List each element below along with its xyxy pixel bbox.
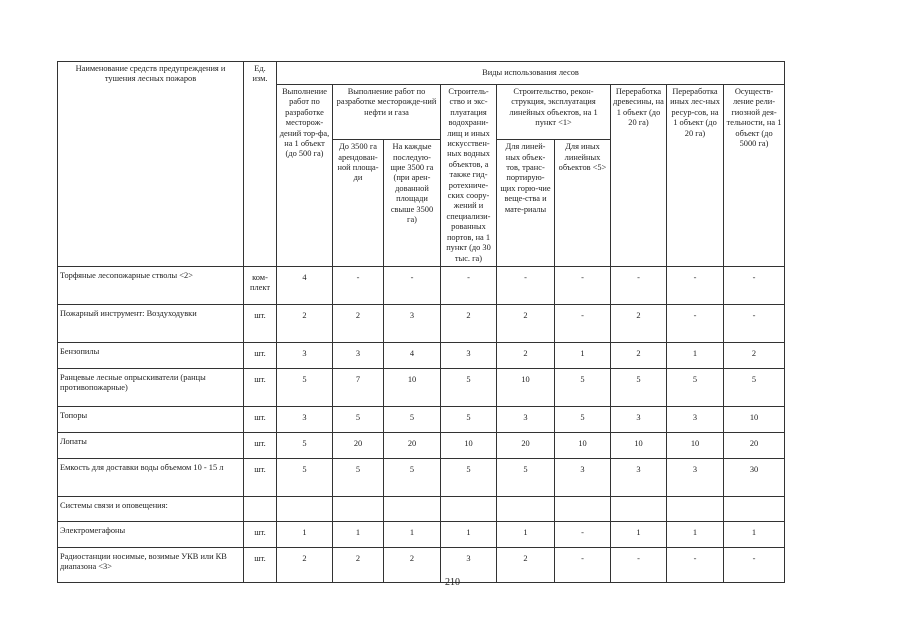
cell: 1 [611, 521, 667, 547]
cell: 10 [384, 368, 441, 406]
cell: 5 [441, 458, 497, 496]
cell: 1 [333, 521, 384, 547]
cell: 5 [333, 458, 384, 496]
header-name-column: Наименование средств предупреждения и тушения лесных пожаров [58, 62, 244, 267]
cell: - [555, 521, 611, 547]
cell: 20 [724, 432, 785, 458]
cell: 5 [333, 406, 384, 432]
cell: 2 [611, 342, 667, 368]
cell: 20 [497, 432, 555, 458]
cell [724, 496, 785, 521]
cell: 3 [497, 406, 555, 432]
table-row [58, 406, 785, 432]
cell: 10 [724, 406, 785, 432]
cell: 3 [333, 342, 384, 368]
cell: 2 [724, 342, 785, 368]
fire-equipment-table [57, 61, 785, 583]
cell: 5 [667, 368, 724, 406]
cell [497, 496, 555, 521]
cell: 5 [384, 406, 441, 432]
header-wood-processing: Переработка древесины, на 1 объект (до 20 га) [611, 85, 667, 267]
cell: - [555, 304, 611, 342]
header-unit-column: Ед. изм. [244, 62, 277, 267]
cell: 4 [384, 342, 441, 368]
cell: 3 [384, 304, 441, 342]
cell: 1 [384, 521, 441, 547]
cell [611, 496, 667, 521]
row-unit: шт. [244, 458, 277, 496]
row-unit: шт. [244, 406, 277, 432]
cell: - [667, 266, 724, 304]
cell: 2 [333, 547, 384, 582]
cell: 3 [667, 458, 724, 496]
cell: 4 [277, 266, 333, 304]
cell: 10 [555, 432, 611, 458]
cell: - [724, 304, 785, 342]
header-oil-gas-group: Выполнение работ по разработке месторожде-ний нефти и газа [333, 85, 441, 140]
cell: - [555, 547, 611, 582]
cell: 5 [497, 458, 555, 496]
cell: 2 [277, 304, 333, 342]
row-unit: шт. [244, 368, 277, 406]
row-unit: ком-плект [244, 266, 277, 304]
cell [441, 496, 497, 521]
row-name: Системы связи и оповещения: [58, 496, 244, 521]
row-unit: шт. [244, 304, 277, 342]
table-row [58, 342, 785, 368]
cell: 2 [497, 304, 555, 342]
cell: 5 [555, 368, 611, 406]
cell: 10 [611, 432, 667, 458]
cell: 3 [611, 406, 667, 432]
cell: 3 [441, 547, 497, 582]
header-row-1 [58, 62, 785, 85]
cell: 3 [667, 406, 724, 432]
row-unit: шт. [244, 342, 277, 368]
cell: 1 [667, 521, 724, 547]
cell: - [611, 266, 667, 304]
cell: 7 [333, 368, 384, 406]
cell: 20 [384, 432, 441, 458]
header-peat: Выполнение работ по разработке месторож-дений тор-фа, на 1 объект (до 500 га) [277, 85, 333, 267]
table-row [58, 304, 785, 342]
row-unit: шт. [244, 547, 277, 582]
cell: - [384, 266, 441, 304]
cell: 1 [667, 342, 724, 368]
cell: - [441, 266, 497, 304]
header-oil-gas-up-to-3500: До 3500 га арендован-ной площа-ди [333, 140, 384, 267]
page-number: 210 [445, 577, 460, 588]
table-row [58, 266, 785, 304]
cell: 20 [333, 432, 384, 458]
cell: 10 [497, 368, 555, 406]
cell: 3 [611, 458, 667, 496]
row-name: Ранцевые лесные опрыскиватели (ранцы противопожарные) [58, 368, 244, 406]
cell: 30 [724, 458, 785, 496]
row-name: Радиостанции носимые, возимые УКВ или КВ диапазона <3> [58, 547, 244, 582]
header-linear-other: Для иных линейных объектов <5> [555, 140, 611, 267]
cell: 1 [724, 521, 785, 547]
cell: 2 [497, 342, 555, 368]
cell: 1 [497, 521, 555, 547]
cell: - [611, 547, 667, 582]
cell: 5 [441, 368, 497, 406]
cell [333, 496, 384, 521]
cell: 10 [441, 432, 497, 458]
cell [667, 496, 724, 521]
table-row [58, 432, 785, 458]
row-name: Торфяные лесопожарные стволы <2> [58, 266, 244, 304]
cell: 3 [277, 342, 333, 368]
cell: 10 [667, 432, 724, 458]
row-name: Емкость для доставки воды объемом 10 - 15 л [58, 458, 244, 496]
cell: 3 [555, 458, 611, 496]
header-usage-group: Виды использования лесов [277, 62, 785, 85]
cell: - [724, 266, 785, 304]
cell: 1 [555, 342, 611, 368]
row-unit [244, 496, 277, 521]
cell: 5 [441, 406, 497, 432]
row-unit: шт. [244, 432, 277, 458]
header-religious-activity: Осуществ-ление рели-гиозной дея-тельности, на 1 объект (до 5000 га) [724, 85, 785, 267]
cell: 5 [611, 368, 667, 406]
cell: 2 [441, 304, 497, 342]
cell [555, 496, 611, 521]
cell: 5 [277, 432, 333, 458]
row-name: Лопаты [58, 432, 244, 458]
cell [277, 496, 333, 521]
row-name: Топоры [58, 406, 244, 432]
row-unit: шт. [244, 521, 277, 547]
table-row [58, 496, 785, 521]
cell: 3 [441, 342, 497, 368]
row-name: Пожарный инструмент: Воздуходувки [58, 304, 244, 342]
table-row [58, 521, 785, 547]
cell: - [333, 266, 384, 304]
header-linear-group: Строительство, рекон-струкция, эксплуатация линейных объектов, на 1 пункт <1> [497, 85, 611, 140]
row-name: Бензопилы [58, 342, 244, 368]
cell: 1 [277, 521, 333, 547]
cell [384, 496, 441, 521]
cell: - [555, 266, 611, 304]
cell: 5 [384, 458, 441, 496]
cell: 2 [497, 547, 555, 582]
cell: 2 [611, 304, 667, 342]
cell: - [724, 547, 785, 582]
cell: 1 [441, 521, 497, 547]
cell: - [667, 304, 724, 342]
cell: 2 [384, 547, 441, 582]
header-other-forest-resources: Переработка иных лес-ных ресур-сов, на 1 объект (до 20 га) [667, 85, 724, 267]
table-row [58, 368, 785, 406]
cell: - [667, 547, 724, 582]
cell: 5 [277, 458, 333, 496]
cell: - [497, 266, 555, 304]
header-reservoirs: Строитель-ство и экс-плуатация водохрани-лищ и иных искусствен-ных водных объектов, а также гид-ротехниче-ских соору-жений и специализи-рованных портов, на 1 пункт (до 30 тыс. га) [441, 85, 497, 267]
cell: 5 [724, 368, 785, 406]
cell: 2 [277, 547, 333, 582]
header-oil-gas-each-3500: На каждые последую-щие 3500 га (при арен-дованной площади свыше 3500 га) [384, 140, 441, 267]
cell: 3 [277, 406, 333, 432]
table-row [58, 458, 785, 496]
header-linear-flammable: Для линей-ных объек-тов, транс-портирую-щих горю-чие веще-ства и мате-риалы [497, 140, 555, 267]
cell: 2 [333, 304, 384, 342]
row-name: Электромегафоны [58, 521, 244, 547]
cell: 5 [277, 368, 333, 406]
cell: 5 [555, 406, 611, 432]
